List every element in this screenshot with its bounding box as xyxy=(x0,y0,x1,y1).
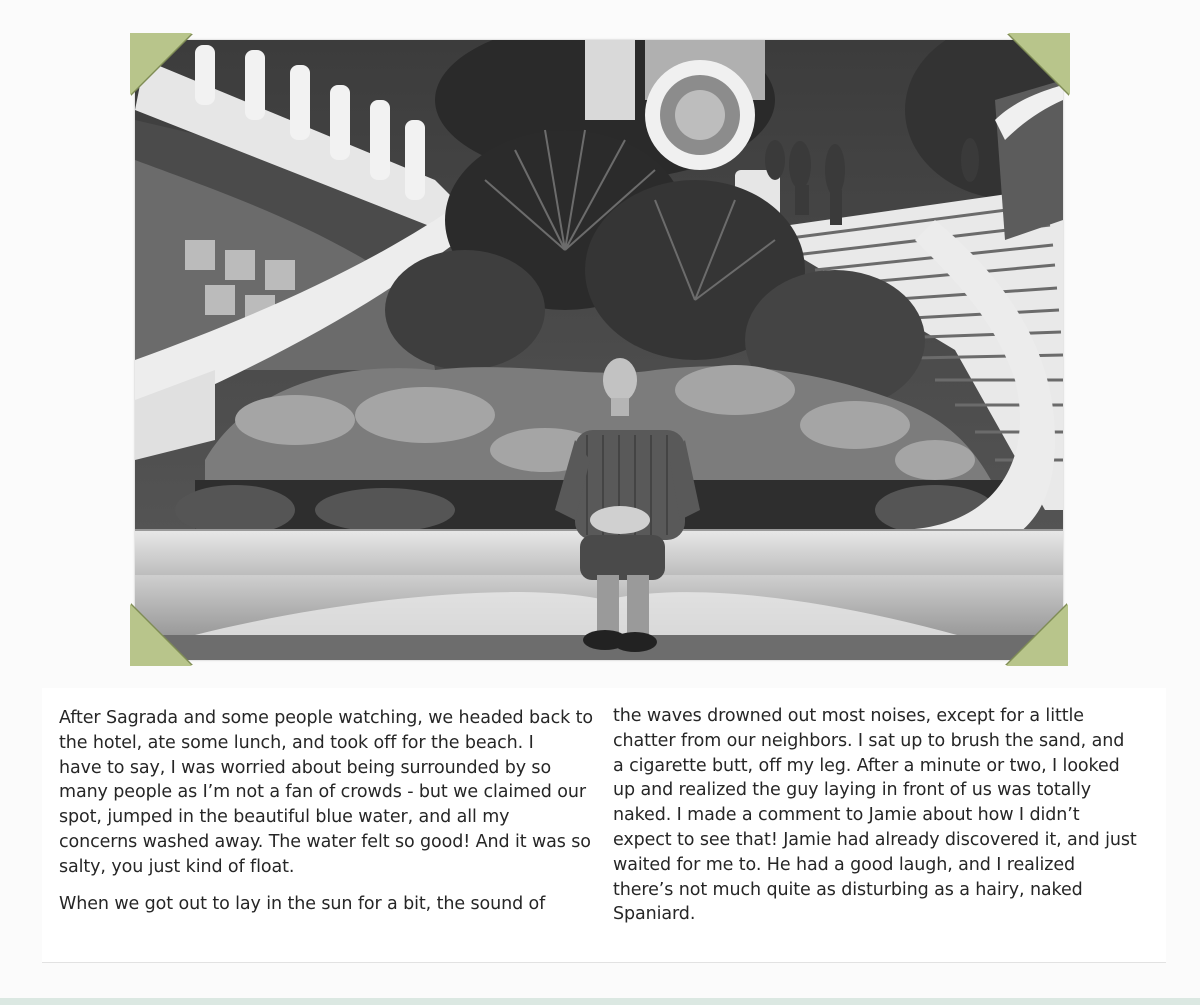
text-line: expect to see that! Jamie had already discovered it, and just xyxy=(613,829,1137,850)
photo-corner-bottom-right xyxy=(1006,604,1068,666)
journal-left-column xyxy=(59,706,599,916)
journal-text-card xyxy=(42,688,1166,963)
photo-corner-top-right xyxy=(1008,33,1070,95)
text-line: waited for me to. He had a good laugh, and I realized xyxy=(613,854,1076,875)
text-line: naked. I made a comment to Jamie about how I didn’t xyxy=(613,805,1080,826)
text-line: many people as I’m not a fan of crowds - but we claimed our xyxy=(59,782,586,803)
journal-paragraph xyxy=(59,892,599,917)
journal-paragraph xyxy=(59,706,599,880)
text-line: chatter from our neighbors. I sat up to brush the sand, and xyxy=(613,730,1125,751)
text-line: have to say, I was worried about being surrounded by so xyxy=(59,757,552,778)
text-line: spot, jumped in the beautiful blue water, and all my xyxy=(59,807,510,828)
photo-corner-top-left xyxy=(130,33,192,95)
text-line: the waves drowned out most noises, except for a little xyxy=(613,706,1084,726)
scrapbook-photo xyxy=(135,40,1063,660)
journal-paragraph xyxy=(613,704,1153,927)
text-line: up and realized the guy laying in front of us was totally xyxy=(613,780,1092,801)
text-line: Spaniard. xyxy=(613,904,696,925)
text-line: the hotel, ate some lunch, and took off for the beach. I xyxy=(59,732,534,753)
text-line: After Sagrada and some people watching, we headed back to xyxy=(59,708,593,728)
text-line: salty, you just kind of float. xyxy=(59,856,295,877)
photo-corner-bottom-left xyxy=(130,604,192,666)
text-line: concerns washed away. The water felt so good! And it was so xyxy=(59,831,591,852)
text-line: a cigarette butt, off my leg. After a minute or two, I looked xyxy=(613,755,1120,776)
journal-right-column xyxy=(613,704,1153,927)
text-line: When we got out to lay in the sun for a bit, the sound of xyxy=(59,893,546,914)
page-bottom-strip xyxy=(0,998,1200,1005)
text-line: there’s not much quite as disturbing as a hairy, naked xyxy=(613,879,1083,900)
